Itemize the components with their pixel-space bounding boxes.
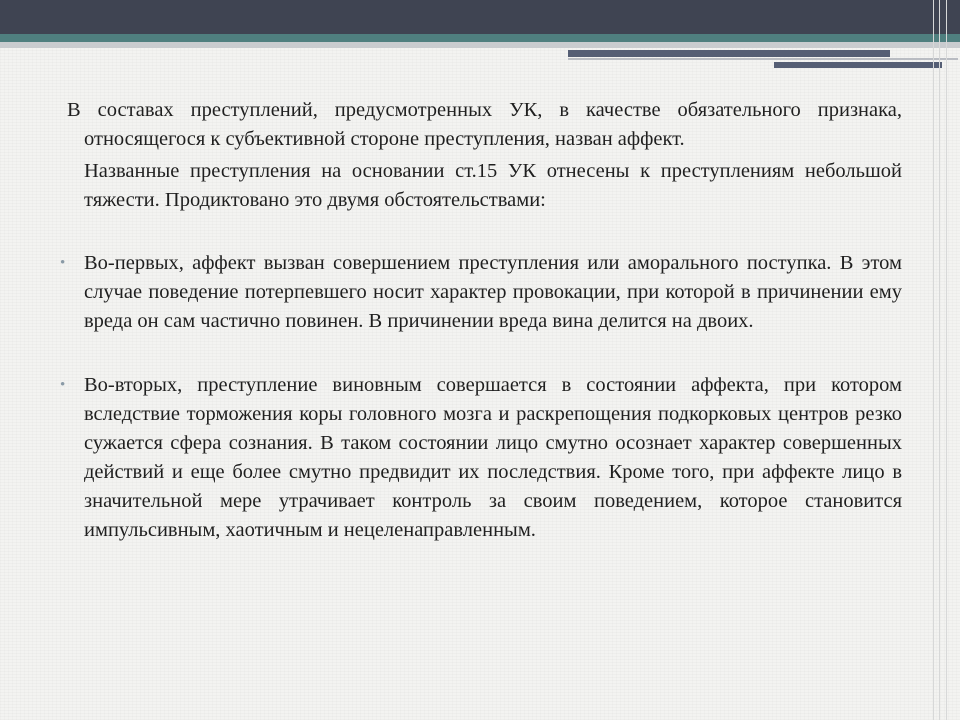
context-paragraph: Названные преступления на основании ст.15 УК отнесены к преступлениям небольшой тяжести. Продиктовано это двумя обстоятельствами:: [84, 160, 902, 211]
bullet-item-second: [60, 371, 902, 545]
bullet-text-first: Во-первых, аффект вызван совершением преступления или аморального поступка. В этом случае поведение потерпевшего носит характер провокации, при которой в причинении ему вреда он сам частично повинен. В причинении вреда вина делится на двоих.: [84, 252, 902, 332]
intro-paragraph: В составах преступлений, предусмотренных УК, в качестве обязательного признака, относящегося к субъективной стороне преступления, назван аффект.: [67, 99, 902, 150]
slide-accent-bar-upper: [568, 50, 890, 57]
bullet-dot-icon: •: [60, 255, 66, 271]
bullet-dot-icon: •: [60, 377, 66, 393]
slide-edge-lines: [930, 0, 960, 720]
slide-content: [60, 96, 902, 545]
slide-accent-bar-lower: [774, 62, 942, 68]
slide-accent-bar-thin: [568, 58, 958, 60]
bullet-item-first: [60, 249, 902, 336]
bullet-text-second: Во-вторых, преступление виновным совершается в состоянии аффекта, при котором вследствие торможения коры головного мозга и раскрепощения подкорковых центров резко сужается сфера сознания. В таком состоянии лицо смутно осознает характер совершенных действий и еще более смутно предвидит их последствия. Кроме того, при аффекте лицо в значительной мере утрачивает контроль за своим поведением, которое становится импульсивным, хаотичным и нецеленаправленным.: [84, 374, 902, 541]
slide-header-band: [0, 0, 960, 34]
slide-header-light-stripe: [0, 42, 960, 48]
slide-teal-stripe: [0, 34, 960, 42]
